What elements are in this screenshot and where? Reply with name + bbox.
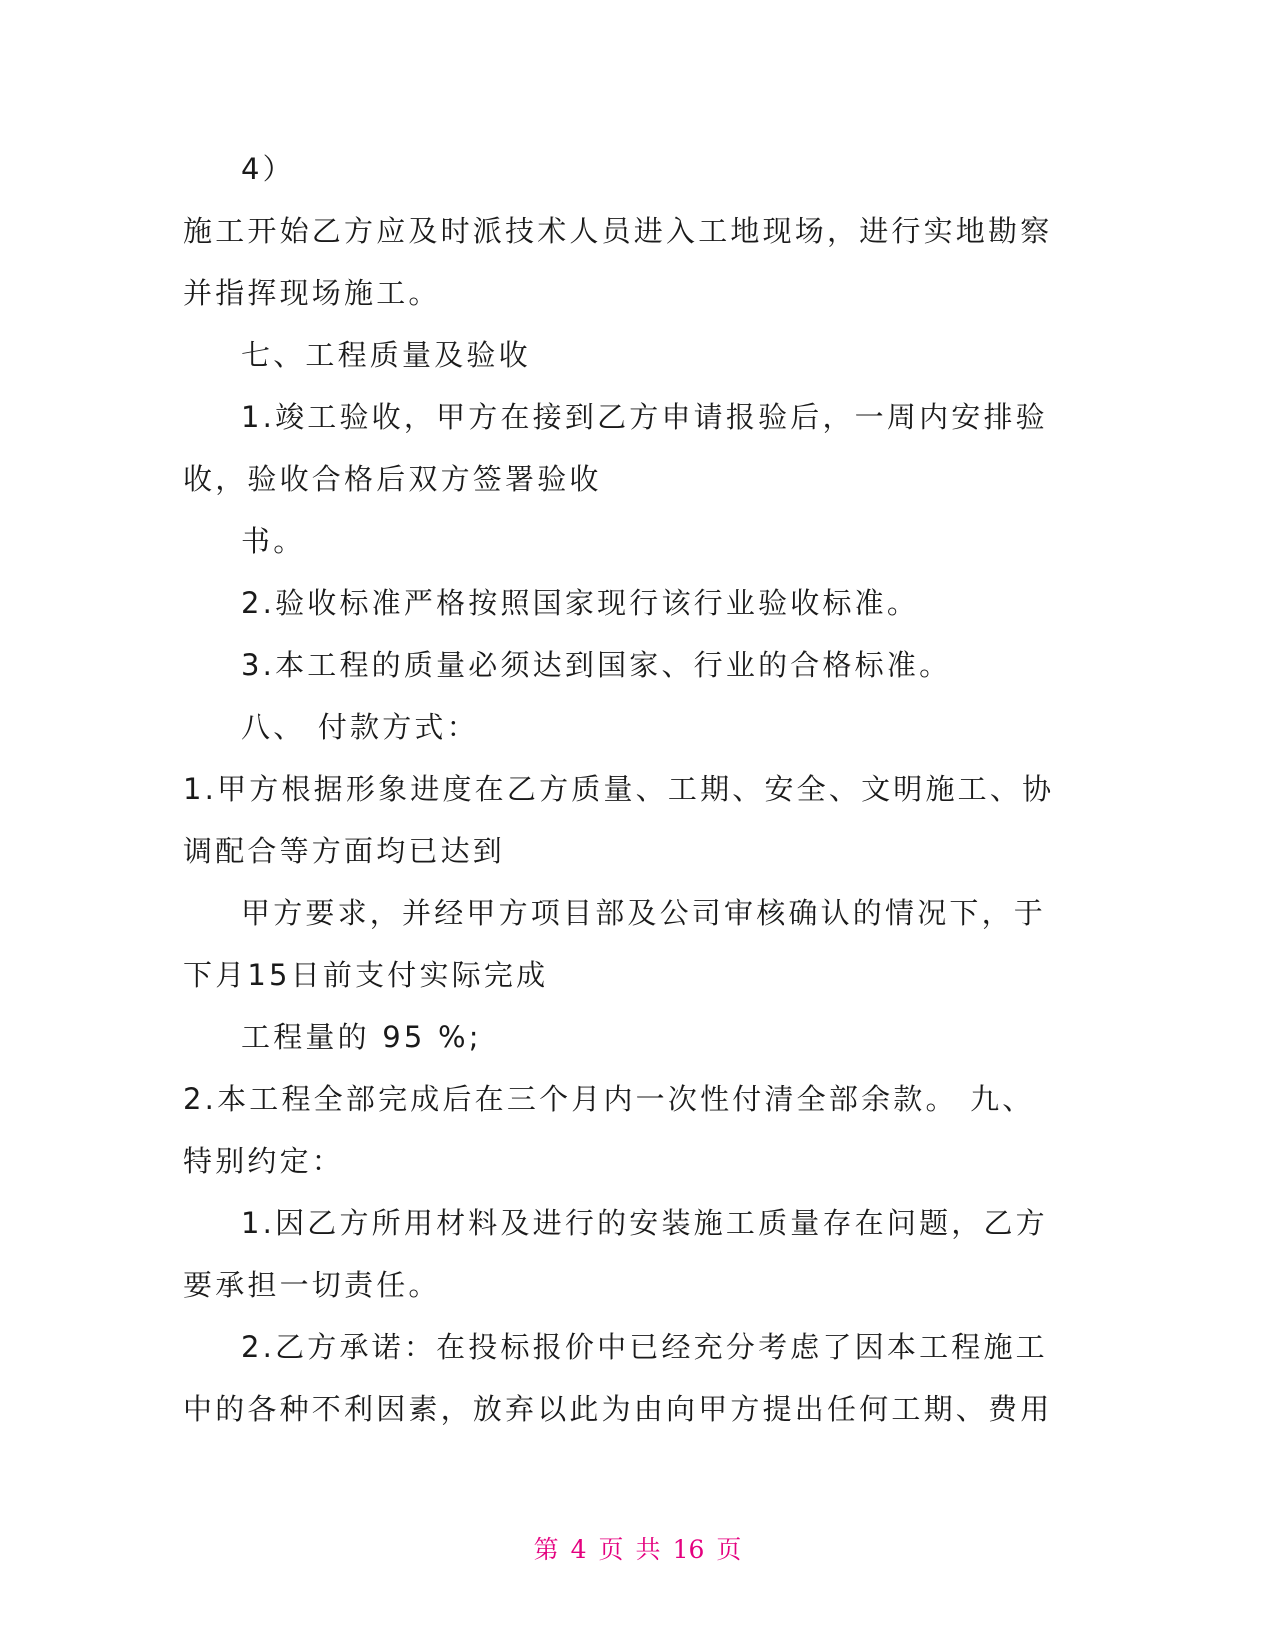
footer-suffix: 页: [716, 1535, 742, 1564]
text-line-14: 下月15日前支付实际完成: [183, 958, 549, 992]
footer-page-unit: 页: [598, 1535, 624, 1564]
text-line-19: 要承担一切责任。: [183, 1268, 441, 1302]
section-heading-special: 特别约定：: [183, 1144, 345, 1178]
text-line-3: 并指挥现场施工。: [183, 276, 441, 310]
text-line-15: 工程量的 95 %;: [241, 1020, 482, 1054]
text-line-11: 1.甲方根据形象进度在乙方质量、工期、安全、文明施工、协: [183, 772, 1055, 806]
text-line-13: 甲方要求，并经甲方项目部及公司审核确认的情况下，于: [241, 896, 1047, 930]
footer-current-page: 4: [570, 1535, 587, 1564]
footer-prefix: 第: [533, 1535, 559, 1564]
footer-total-prefix: 共: [635, 1535, 661, 1564]
text-line-12: 调配合等方面均已达到: [183, 834, 506, 868]
text-line-1: 4）: [241, 152, 295, 186]
document-body: [183, 138, 1055, 1440]
section-heading-payment: 八、 付款方式：: [241, 710, 479, 744]
text-line-6: 收，验收合格后双方签署验收: [183, 462, 602, 496]
text-line-7: 书。: [241, 524, 306, 558]
text-line-5: 1.竣工验收，甲方在接到乙方申请报验后，一周内安排验: [241, 400, 1048, 434]
text-line-20: 2.乙方承诺：在投标报价中已经充分考虑了因本工程施工: [241, 1330, 1048, 1364]
text-line-16: 2.本工程全部完成后在三个月内一次性付清全部余款。 九、: [183, 1082, 1035, 1116]
section-heading-quality: 七、工程质量及验收: [241, 338, 531, 372]
text-line-18: 1.因乙方所用材料及进行的安装施工质量存在问题，乙方: [241, 1206, 1048, 1240]
text-line-21: 中的各种不利因素，放弃以此为由向甲方提出任何工期、费用: [183, 1392, 1053, 1426]
footer-total-pages: 16: [672, 1535, 705, 1564]
text-line-8: 2.验收标准严格按照国家现行该行业验收标准。: [241, 586, 920, 620]
text-line-9: 3.本工程的质量必须达到国家、行业的合格标准。: [241, 648, 952, 682]
page-number-footer: [0, 1530, 1275, 1566]
text-line-2: 施工开始乙方应及时派技术人员进入工地现场，进行实地勘察: [183, 214, 1053, 248]
